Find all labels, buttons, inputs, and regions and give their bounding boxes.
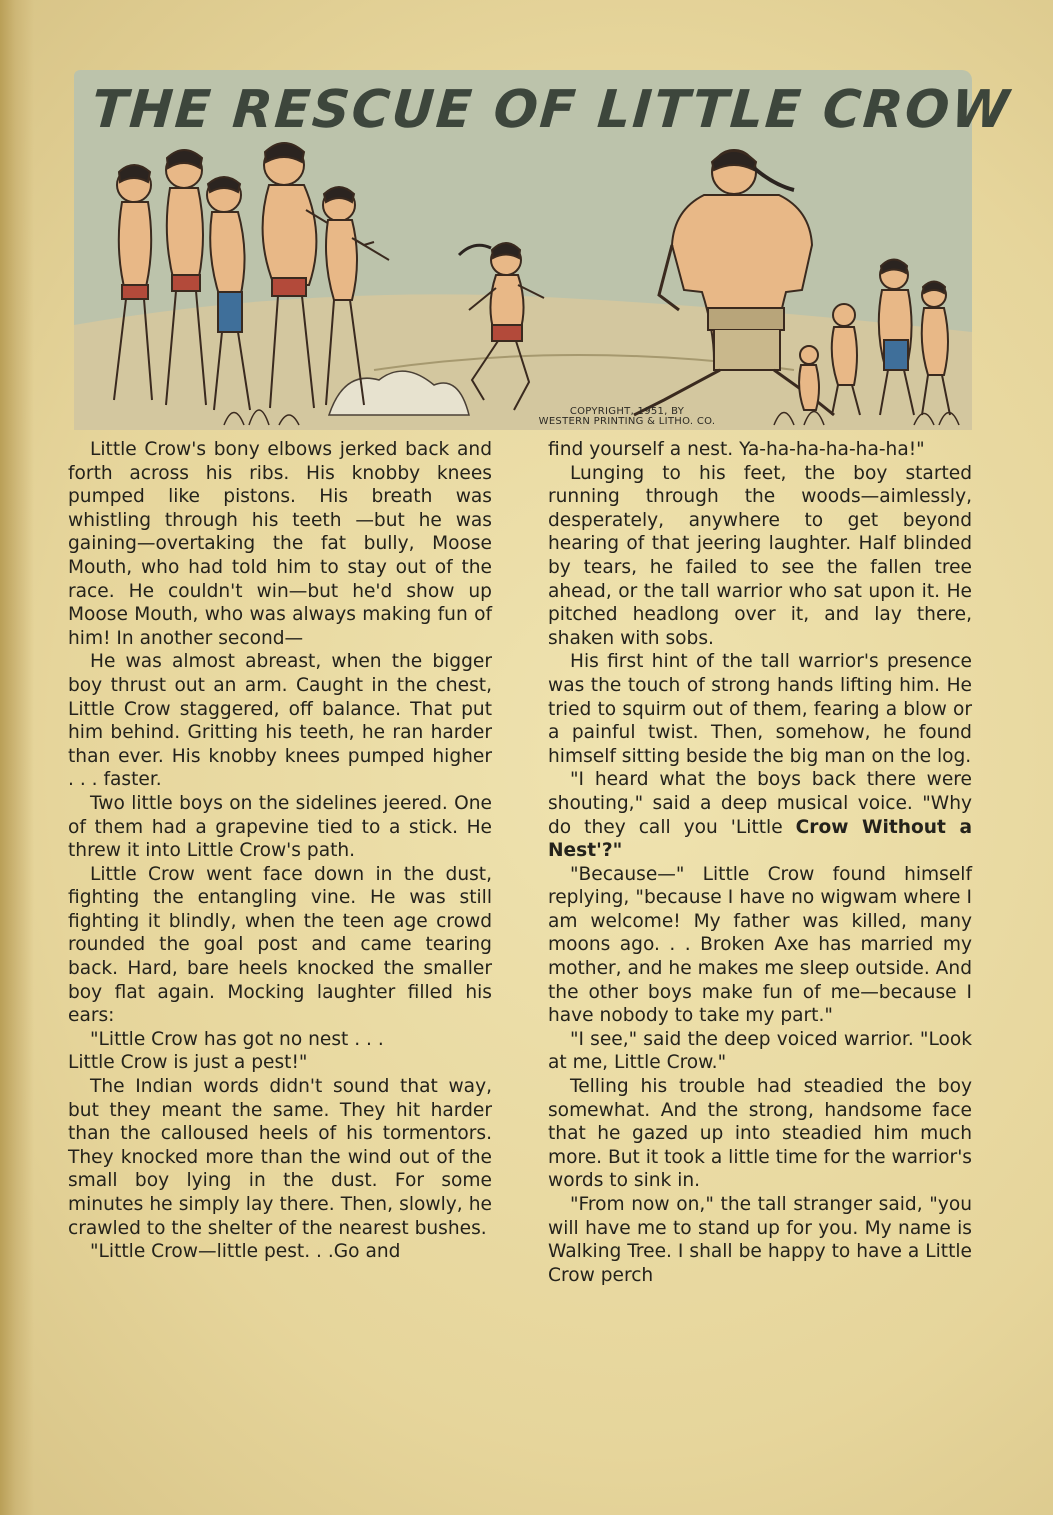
paragraph <box>548 768 972 862</box>
binding-gutter-shadow <box>0 0 34 1515</box>
paragraph-text: "I heard what the boys back there were shouting," said a deep musical voice. "Why do they call you 'Little <box>548 769 972 838</box>
paragraph: "Because—" Little Crow found himself replying, "because I have no wigwam where I am welcome! My father was killed, many moons ago. . . Broken Axe has married my mother, and he makes me sleep outside. And the other boys make fun of me—because I have nobody to take my part." <box>548 863 972 1027</box>
copyright-line-1: COPYRIGHT, 1951, BY <box>569 406 685 417</box>
paragraph: Telling his trouble had steadied the boy somewhat. And the strong, handsome face that he gazed up into steadied him much more. But it took a little time for the warrior's words to sink in. <box>548 1076 972 1192</box>
chant-verse <box>68 1028 492 1075</box>
paragraph-continued: find yourself a nest. Ya-ha-ha-ha-ha-ha!" <box>548 439 925 460</box>
story-title: THE RESCUE OF LITTLE CROW <box>89 80 1013 140</box>
copyright-line-2: WESTERN PRINTING & LITHO. CO. <box>538 416 716 427</box>
paragraph: Little Crow went face down in the dust, fighting the entangling vine. He was still fighting it blindly, when the teen age crowd rounded the goal post and came tearing back. Hard, bare heels knocked the smaller boy flat again. Mocking laughter filled his ears: <box>68 863 492 1027</box>
chant-line-2: Little Crow is just a pest!" <box>68 1052 308 1074</box>
copyright-notice <box>522 407 732 427</box>
paragraph: Lunging to his feet, the boy started running through the woods—aimlessly, desperately, anywhere to get beyond hearing of that jeering laughter. Half blinded by tears, he failed to see the fallen tree ahead, or the tall warrior who sat upon it. He pitched headlong over it, and lay there, shaken with sobs. <box>548 462 972 649</box>
paragraph: He was almost abreast, when the bigger boy thrust out an arm. Caught in the chest, Little Crow staggered, off balance. That put him behind. Gritting his teeth, he ran harder than ever. His knobby knees pumped higher . . . faster. <box>68 651 492 791</box>
title-illustration-panel <box>74 70 1013 430</box>
paragraph: "From now on," the tall stranger said, "you will have me to stand up for you. My name is Walking Tree. I shall be happy to have a Little Crow perch <box>548 1194 972 1286</box>
left-text-column <box>68 438 492 1264</box>
paragraph: Little Crow's bony elbows jerked back and forth across his ribs. His knobby knees pumped like pistons. His breath was whistling through his teeth —but he was gaining—overtaking the fat bully, Moose Mouth, who had told him to stay out of the race. He couldn't win—but he'd show up Moose Mouth, who was always making fun of him! In another second— <box>68 439 492 649</box>
bold-quote: Crow Without a Nest'?" <box>548 816 972 862</box>
paragraph: The Indian words didn't sound that way, but they meant the same. They hit harder than the calloused heels of his tormentors. They knocked more than the wind out of the small boy lying in the dust. For some minutes he simply lay there. Then, slowly, he crawled to the shelter of the nearest bushes. <box>68 1076 492 1239</box>
paragraph: "Little Crow—little pest. . .Go and <box>90 1241 401 1263</box>
paragraph: Two little boys on the sidelines jeered. One of them had a grapevine tied to a stick. He threw it into Little Crow's path. <box>68 792 492 862</box>
right-text-column <box>548 438 972 1287</box>
paragraph: "I see," said the deep voiced warrior. "Look at me, Little Crow." <box>548 1028 972 1074</box>
paragraph: His first hint of the tall warrior's presence was the touch of strong hands lifting him. He tried to squirm out of them, fearing a blow or a painful twist. Then, somehow, he found himself sitting beside the big man on the log. <box>548 651 972 767</box>
chant-line-1: "Little Crow has got no nest . . . <box>90 1028 384 1050</box>
